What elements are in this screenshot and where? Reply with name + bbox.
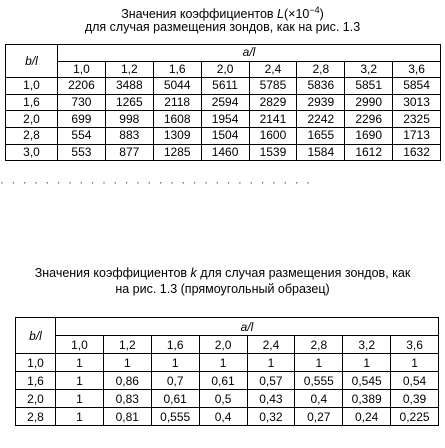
value-cell: 1504: [201, 127, 249, 144]
table-row: [16, 408, 439, 426]
value-cell: 5611: [201, 78, 249, 95]
value-cell: 1612: [345, 144, 393, 161]
value-cell: 1954: [201, 111, 249, 128]
header-row: [6, 45, 441, 62]
table1-caption-line2: для случая размещения зондов, как на рис. 1.3: [84, 20, 361, 34]
value-cell: 1: [343, 354, 391, 372]
value-cell: 0,57: [247, 372, 295, 390]
header-row: [16, 318, 439, 336]
column-header-cell: 1,6: [153, 61, 201, 78]
value-cell: 2118: [153, 94, 201, 111]
value-cell: 1600: [249, 127, 297, 144]
value-cell: 1: [151, 354, 199, 372]
value-cell: 0,5: [199, 390, 247, 408]
column-group-header-a-l: a/l: [58, 45, 441, 62]
value-cell: 2141: [249, 111, 297, 128]
value-cell: 0,61: [199, 372, 247, 390]
row-label-cell: 1,6: [16, 372, 56, 390]
value-cell: 730: [58, 94, 106, 111]
table-row: [6, 144, 441, 161]
coefficient-symbol: L: [277, 7, 284, 22]
value-cell: 2296: [345, 111, 393, 128]
value-cell: 2325: [393, 111, 441, 128]
value-cell: 3013: [393, 94, 441, 111]
column-header-cell: 1,6: [151, 336, 199, 354]
table-row: [6, 94, 441, 111]
column-header-row: [16, 336, 439, 354]
value-cell: 2594: [201, 94, 249, 111]
column-group-header-a-l: a/l: [56, 318, 439, 336]
value-cell: 0,545: [343, 372, 391, 390]
value-cell: 1: [56, 372, 104, 390]
cropped-text-line: · · · · · · · · · · · · · · · · · · · · · · · · · · · ·: [0, 175, 312, 189]
value-cell: 0,86: [103, 372, 151, 390]
column-header-cell: 3,2: [345, 61, 393, 78]
value-cell: 2939: [297, 94, 345, 111]
column-header-cell: 2,0: [201, 61, 249, 78]
value-cell: 1265: [105, 94, 153, 111]
table1-caption-line1: Значения коэффициентов $L(\times 10^{-4})$: [121, 5, 324, 22]
value-cell: 1460: [201, 144, 249, 161]
value-cell: 1285: [153, 144, 201, 161]
table-row: [6, 111, 441, 128]
row-label-cell: 2,8: [6, 127, 58, 144]
value-cell: 0,389: [343, 390, 391, 408]
value-cell: 2990: [345, 94, 393, 111]
table-row: [6, 127, 441, 144]
table-row: [6, 78, 441, 95]
row-label-cell: 1,6: [6, 94, 58, 111]
value-cell: 998: [105, 111, 153, 128]
table-row: [16, 372, 439, 390]
value-cell: 1309: [153, 127, 201, 144]
row-label-cell: 2,0: [16, 390, 56, 408]
value-cell: 1: [391, 354, 439, 372]
column-header-cell: 3,2: [343, 336, 391, 354]
value-cell: 2829: [249, 94, 297, 111]
table2-caption-line2: на рис. 1.3 (прямоугольный образец): [115, 282, 330, 296]
column-header-cell: 3,6: [393, 61, 441, 78]
value-cell: 1: [247, 354, 295, 372]
value-cell: 0,7: [151, 372, 199, 390]
value-cell: 0,39: [391, 390, 439, 408]
value-cell: 1: [56, 390, 104, 408]
coefficient-symbol: k: [190, 266, 197, 280]
value-cell: 883: [105, 127, 153, 144]
column-header-cell: 2,4: [249, 61, 297, 78]
value-cell: 0,225: [391, 408, 439, 426]
value-cell: 699: [58, 111, 106, 128]
value-cell: 1608: [153, 111, 201, 128]
value-cell: 1655: [297, 127, 345, 144]
value-cell: 3488: [105, 78, 153, 95]
value-cell: 0,32: [247, 408, 295, 426]
row-label-cell: 2,8: [16, 408, 56, 426]
column-header-cell: 1,2: [105, 61, 153, 78]
table-row: [16, 354, 439, 372]
value-cell: 0,4: [199, 408, 247, 426]
coefficients-k-table: [15, 317, 439, 426]
coefficients-l-table: [5, 44, 441, 161]
value-cell: 0,555: [151, 408, 199, 426]
column-header-cell: 2,0: [199, 336, 247, 354]
column-header-cell: 1,0: [58, 61, 106, 78]
row-label-cell: 3,0: [6, 144, 58, 161]
value-cell: 1: [295, 354, 343, 372]
value-cell: 1584: [297, 144, 345, 161]
column-header-cell: 3,6: [391, 336, 439, 354]
value-cell: 1713: [393, 127, 441, 144]
value-cell: 0,555: [295, 372, 343, 390]
column-header-cell: 2,4: [247, 336, 295, 354]
value-cell: 5851: [345, 78, 393, 95]
value-cell: 5854: [393, 78, 441, 95]
value-cell: 554: [58, 127, 106, 144]
column-header-cell: 2,8: [297, 61, 345, 78]
value-cell: 2206: [58, 78, 106, 95]
row-header-b-l: b/l: [16, 318, 56, 354]
value-cell: 0,27: [295, 408, 343, 426]
value-cell: 0,83: [103, 390, 151, 408]
value-cell: 1: [56, 354, 104, 372]
value-cell: 553: [58, 144, 106, 161]
value-cell: 5044: [153, 78, 201, 95]
column-header-cell: 1,0: [56, 336, 104, 354]
value-cell: 1: [56, 408, 104, 426]
value-cell: 1: [199, 354, 247, 372]
value-cell: 0,24: [343, 408, 391, 426]
value-cell: 1632: [393, 144, 441, 161]
row-header-b-l: b/l: [6, 45, 58, 78]
table-row: [16, 390, 439, 408]
row-label-cell: 2,0: [6, 111, 58, 128]
value-cell: 1690: [345, 127, 393, 144]
value-cell: 0,43: [247, 390, 295, 408]
value-cell: 0,54: [391, 372, 439, 390]
row-label-cell: 1,0: [16, 354, 56, 372]
value-cell: 5836: [297, 78, 345, 95]
column-header-cell: 1,2: [103, 336, 151, 354]
value-cell: 0,61: [151, 390, 199, 408]
value-cell: 5785: [249, 78, 297, 95]
row-label-cell: 1,0: [6, 78, 58, 95]
value-cell: 1539: [249, 144, 297, 161]
column-header-row: [6, 61, 441, 78]
value-cell: 2242: [297, 111, 345, 128]
value-cell: 0,4: [295, 390, 343, 408]
value-cell: 0,81: [103, 408, 151, 426]
value-cell: 877: [105, 144, 153, 161]
table2-caption-line1: Значения коэффициентов k для случая размещения зондов, как: [34, 266, 411, 280]
column-header-cell: 2,8: [295, 336, 343, 354]
value-cell: 1: [103, 354, 151, 372]
